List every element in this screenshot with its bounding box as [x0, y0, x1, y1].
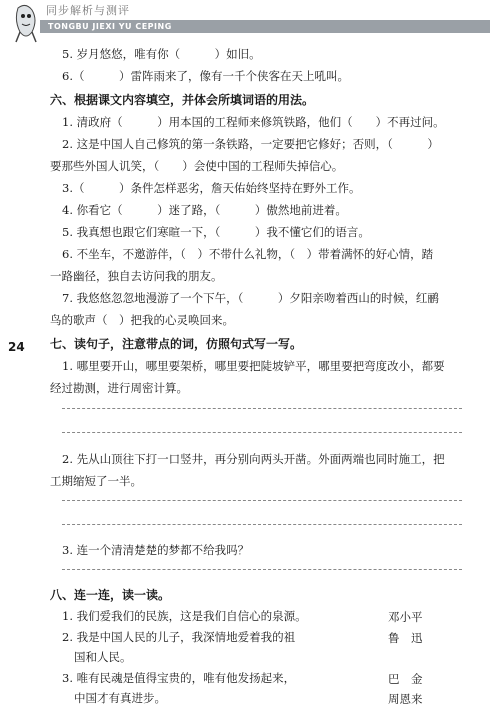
- section-8-quote-2-cont: 国和人民。: [74, 650, 132, 664]
- section-7-item-3: 3. 连一个清清楚楚的梦都不给我吗？: [62, 543, 250, 557]
- section-7-item-1: 1. 哪里要开山，哪里要架桥，哪里要把陡坡铲平，哪里要把弯度改小，都要: [62, 359, 445, 373]
- item-6-text: 6.（ ）雷阵雨来了，像有一千个侠客在天上吼叫。: [62, 69, 349, 83]
- section-7-item-2: 2. 先从山顶往下打一口竖井，再分别向两头开凿。外面两端也同时施工，把: [62, 452, 445, 466]
- answer-line[interactable]: [62, 408, 462, 409]
- section-6-heading: 六、根据课文内容填空，并体会所填词语的用法。: [50, 93, 315, 107]
- section-6-item-7-cont: 鸟的歌声（ ）把我的心灵唤回来。: [50, 313, 234, 327]
- match-name[interactable]: 周恩来: [388, 692, 423, 706]
- match-name[interactable]: 巴 金: [388, 672, 423, 686]
- section-7-item-1-cont: 经过勘测，进行周密计算。: [50, 381, 188, 395]
- match-name[interactable]: 鲁 迅: [388, 631, 423, 645]
- section-6-item-5: 5. 我真想也跟它们寒暄一下，（ ）我不懂它们的语言。: [62, 225, 370, 239]
- section-6-item-4: 4. 你看它（ ）迷了路，（ ）傲然地前进着。: [62, 203, 347, 217]
- section-8-quote-3: 3. 唯有民魂是值得宝贵的，唯有他发扬起来，: [62, 671, 296, 685]
- section-6-item-7: 7. 我悠悠忽忽地漫游了一个下午，（ ）夕阳亲吻着西山的时候，红鹂: [62, 291, 439, 305]
- section-7-heading: 七、读句子，注意带点的词，仿照句式写一写。: [50, 337, 303, 351]
- answer-line[interactable]: [62, 500, 462, 501]
- section-6-item-6: 6. 不坐车，不邀游伴，（ ）不带什么礼物，（ ）带着满怀的好心情，踏: [62, 247, 434, 261]
- section-6-item-6-cont: 一路幽径，独自去访问我的朋友。: [50, 269, 223, 283]
- section-6-item-2-cont: 要那些外国人讥笑，（ ）会使中国的工程师失掉信心。: [50, 159, 344, 173]
- answer-line[interactable]: [62, 432, 462, 433]
- section-8-quote-2: 2. 我是中国人民的儿子，我深情地爱着我的祖: [62, 630, 296, 644]
- section-6-item-3: 3.（ ）条件怎样恶劣，詹天佑始终坚持在野外工作。: [62, 181, 361, 195]
- section-8-heading: 八、连一连，读一读。: [50, 588, 171, 602]
- item-5-text: 5. 岁月悠悠，唯有你（ ）如旧。: [62, 47, 261, 61]
- section-7-item-2-cont: 工期缩短了一半。: [50, 474, 142, 488]
- match-name[interactable]: 邓小平: [388, 610, 423, 624]
- answer-line[interactable]: [62, 524, 462, 525]
- section-8-quote-1: 1. 我们爱我们的民族，这是我们自信心的泉源。: [62, 609, 307, 623]
- brand-title-cn: 同步解析与测评: [46, 4, 130, 17]
- section-6-item-1: 1. 清政府（ ）用本国的工程师来修筑铁路，他们（ ）不再过问。: [62, 115, 445, 129]
- section-8-quote-3-cont: 中国才有真进步。: [74, 691, 166, 705]
- answer-line[interactable]: [62, 569, 462, 570]
- brand-title-en: TONGBU JIEXI YU CEPING: [48, 22, 172, 31]
- section-6-item-2: 2. 这是中国人自己修筑的第一条铁路，一定要把它修好；否则，（ ）: [62, 137, 439, 151]
- page-number: 24: [8, 340, 25, 354]
